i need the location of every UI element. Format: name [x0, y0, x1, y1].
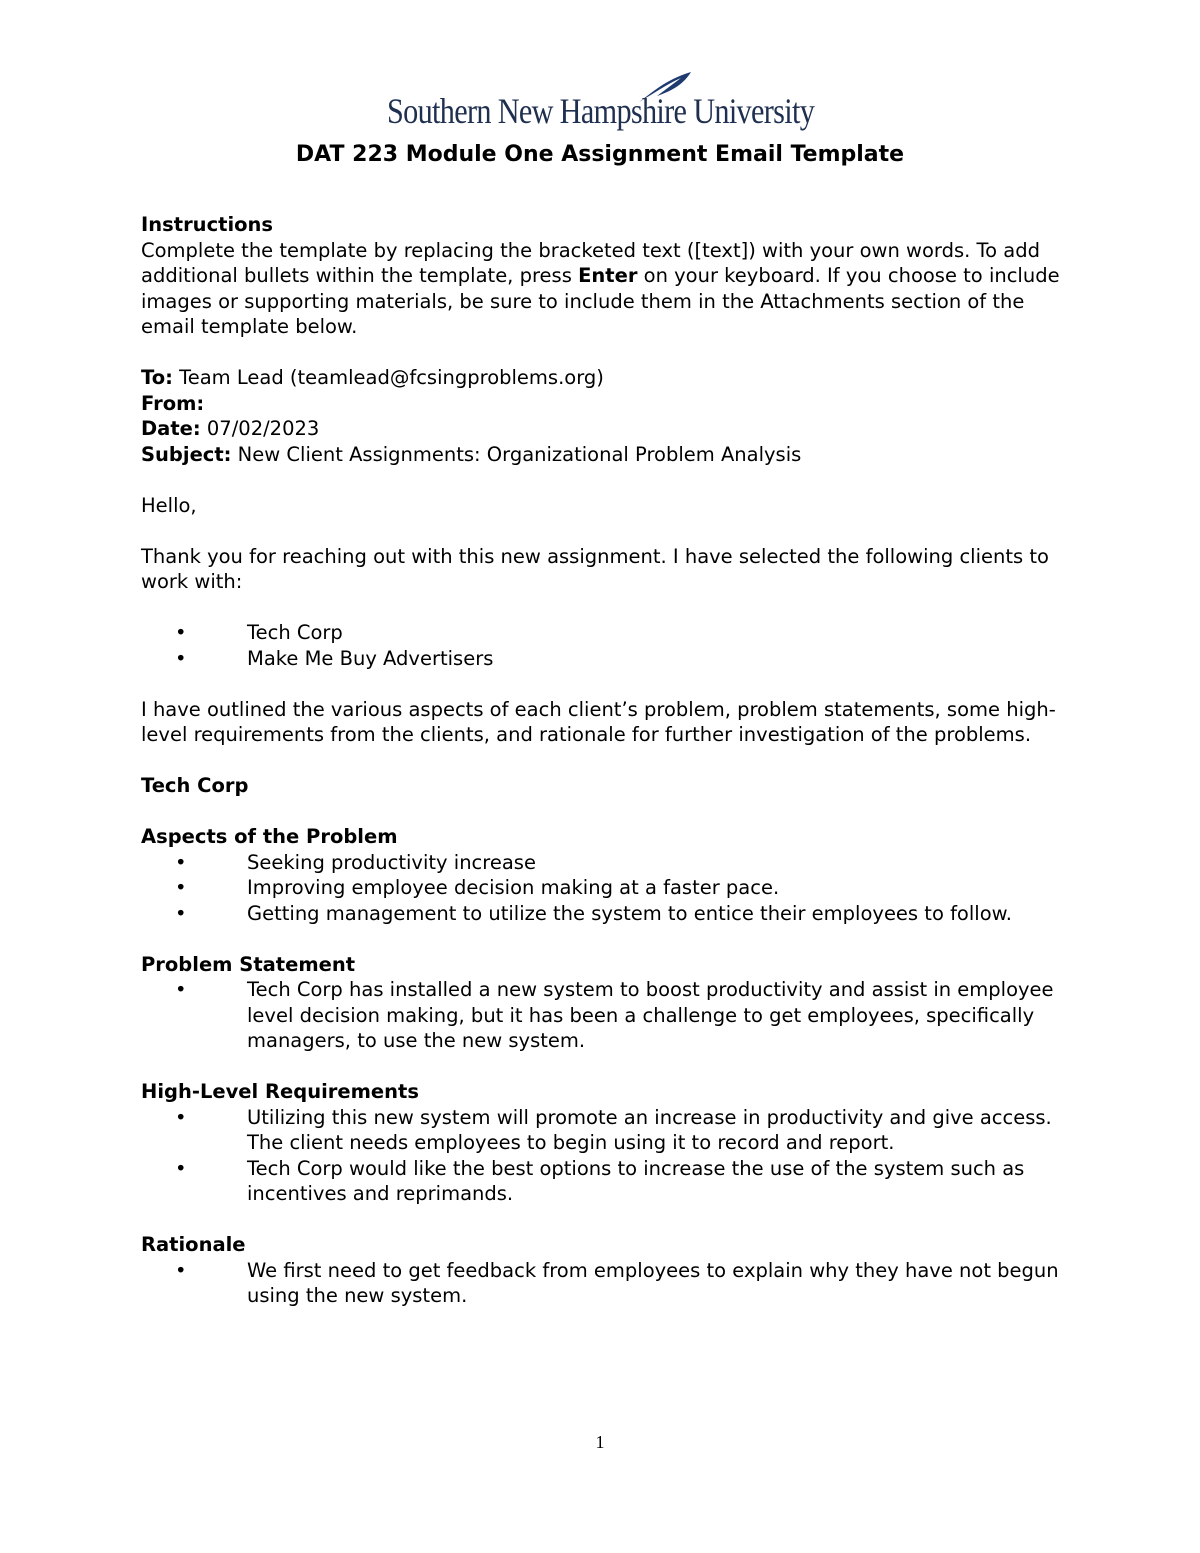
outline-paragraph: I have outlined the various aspects of each client’s problem, problem statements, some high-level requirements from the clients, and rationale for further investigation of the problems.: [141, 697, 1056, 746]
enter-key-label: Enter: [578, 264, 638, 287]
requirements-heading: High-Level Requirements: [141, 1080, 419, 1103]
list-item: • Seeking productivity increase: [141, 850, 1071, 876]
page-number: 1: [595, 1432, 605, 1452]
instructions-text-after: on your keyboard. If you choose to include images or supporting materials, be sure to include them in the Attachments section of the email template below.: [141, 264, 1060, 338]
clients-list: [141, 620, 1071, 671]
email-to: [141, 365, 1071, 391]
problem-statement-list: [141, 977, 1071, 1054]
list-item: • Tech Corp would like the best options to increase the use of the system such as incentives and reprimands.: [141, 1156, 1071, 1207]
date-label: Date:: [141, 417, 201, 440]
date-value: 07/02/2023: [200, 417, 320, 440]
email-date: [141, 416, 1071, 442]
from-label: From:: [141, 391, 205, 415]
email-from: [141, 391, 1071, 417]
instructions-text-before: Complete the template by replacing the bracketed text ([text]) with your own words. To add additional bullets within the template, press: [141, 238, 1040, 287]
list-item: • Tech Corp has installed a new system to boost productivity and assist in employee level decision making, but it has been a challenge to get employees, specifically managers, to use the new system.: [141, 977, 1071, 1054]
page-title: DAT 223 Module One Assignment Email Template: [295, 142, 905, 167]
email-subject: [141, 442, 1071, 468]
problem-statement-heading: Problem Statement: [141, 952, 356, 976]
client-heading: Tech Corp: [141, 774, 249, 797]
rationale-heading: Rationale: [141, 1233, 246, 1256]
greeting: Hello,: [141, 493, 197, 517]
list-item: • Improving employee decision making at a faster pace.: [141, 875, 1071, 901]
instructions-heading: Instructions: [141, 213, 274, 236]
list-item: • Utilizing this new system will promote an increase in productivity and give access. The client needs employees to begin using it to record and report.: [141, 1105, 1071, 1156]
list-item: • Tech Corp: [141, 620, 1071, 646]
list-item: • Getting management to utilize the system to entice their employees to follow.: [141, 901, 1071, 927]
instructions-text: [141, 238, 1071, 340]
list-item: • We first need to get feedback from employees to explain why they have not begun using the new system.: [141, 1258, 1071, 1309]
subject-value: New Client Assignments: Organizational Problem Analysis: [231, 442, 802, 466]
intro-paragraph: Thank you for reaching out with this new assignment. I have selected the following clients to work with:: [141, 544, 1049, 593]
list-item: • Make Me Buy Advertisers: [141, 646, 1071, 672]
to-label: To:: [141, 366, 173, 389]
university-logo: [387, 70, 815, 140]
subject-label: Subject:: [141, 442, 232, 466]
to-value: Team Lead (teamlead@fcsingproblems.org): [172, 366, 604, 389]
document-body: [141, 212, 1071, 1309]
aspects-heading: Aspects of the Problem: [141, 825, 398, 848]
rationale-list: [141, 1258, 1071, 1309]
aspects-list: [141, 850, 1071, 927]
logo-wordmark: Southern New Hampshire University: [387, 91, 815, 131]
requirements-list: [141, 1105, 1071, 1207]
